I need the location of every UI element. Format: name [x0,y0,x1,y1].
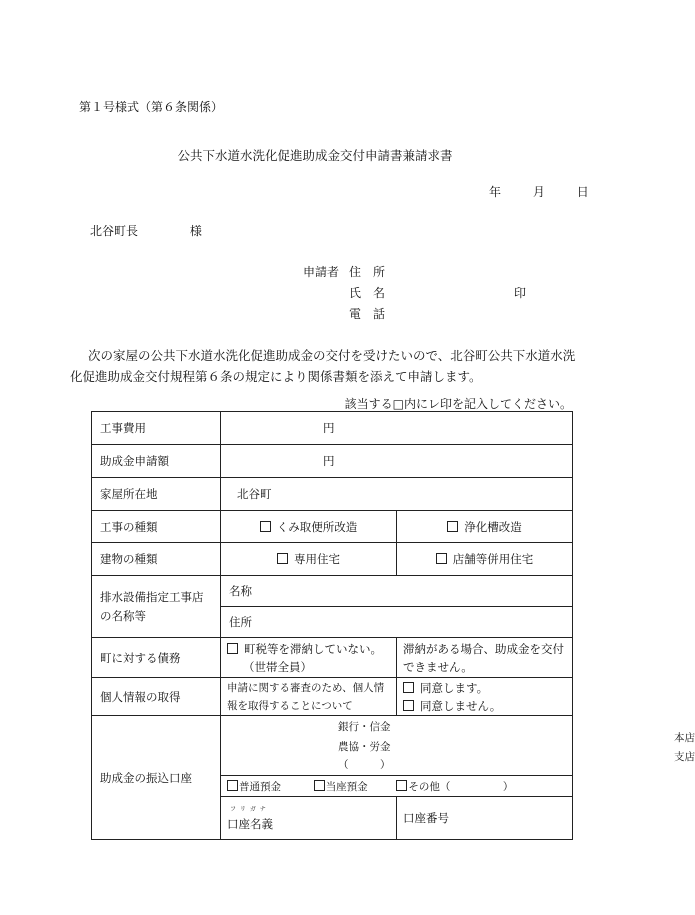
agree-option[interactable] [403,679,564,697]
row-construction-cost [92,412,573,445]
contractor-name-field[interactable] [221,576,573,607]
branch-type2: 支店 [674,750,695,763]
checkbox[interactable] [277,553,288,564]
row-construction-type [92,511,573,543]
personal-info-desc: 申請に関する審査のため、個人情報を取得することについて [221,678,397,716]
option-label: 普通預金 [239,780,281,793]
construction-cost-label: 工事費用 [92,412,221,445]
option-label: くみ取便所改造 [276,519,358,534]
town-debt-option[interactable] [221,638,397,678]
option-label: 町税等を滞納していない。 [244,641,382,656]
personal-info-options [397,678,573,716]
grant-amount-field[interactable] [221,445,573,478]
row-town-debt [92,638,573,678]
addressee-honorific: 様 [189,224,202,238]
account-number-field[interactable] [397,797,573,840]
disagree-option[interactable] [403,697,564,715]
row-contractor-name [92,576,573,607]
checkbox[interactable] [403,682,414,693]
construction-type-option1[interactable] [221,511,397,543]
name-label: 氏 名 [349,286,386,300]
contractor-label: 排水設備指定工事店の名称等 [92,576,221,638]
bank-type1: 銀行・信金 [338,720,391,733]
construction-cost-field[interactable] [221,412,573,445]
contractor-name-label: 名称 [229,584,252,598]
contractor-address-field[interactable] [221,607,573,638]
construction-type-label: 工事の種類 [92,511,221,543]
option-label: 同意します。 [420,680,489,695]
branch-type1: 本店 [674,731,695,744]
checkbox[interactable] [403,700,414,711]
personal-info-label: 個人情報の取得 [92,678,221,716]
option-label: 同意しません。 [420,698,502,713]
phone-label: 電 話 [349,307,386,321]
addressee-name: 北谷町長 [90,224,139,238]
holder-ruby: フ リ ガ ナ [230,806,267,813]
house-location-field[interactable] [221,478,573,511]
row-bank [92,716,573,776]
address-label: 住 所 [349,265,386,279]
instruction-text: 該当する□内にレ印を記入してください。 [344,397,572,411]
account-holder-field[interactable] [221,797,397,840]
date-day: 日 [576,185,589,199]
account-type2[interactable] [314,781,368,793]
date-year: 年 [489,185,502,199]
bank-type2: 農協・労金 [338,740,391,753]
town-debt-label: 町に対する債務 [92,638,221,678]
date-month: 月 [532,185,545,199]
document-title: 公共下水道水洗化促進助成金交付申請書兼請求書 [177,148,453,163]
option-label: 専用住宅 [294,552,340,566]
yen-unit: 円 [323,421,335,435]
account-type1[interactable] [227,781,281,793]
row-building-type [92,543,573,576]
bank-account-label: 助成金の振込口座 [92,716,221,840]
building-type-option2[interactable] [397,543,573,576]
account-number-label: 口座番号 [403,811,449,825]
checkbox[interactable] [314,780,325,791]
contractor-address-label: 住所 [229,615,252,629]
town-debt-note: 滞納がある場合、助成金を交付できません。 [397,638,573,678]
option-label: 浄化槽改造 [464,519,522,534]
option-label: その他（ ） [408,780,514,793]
form-number: 第１号様式（第６条関係） [79,100,224,114]
option-label: 店舗等併用住宅 [452,552,534,566]
option-label: 当座預金 [325,780,368,793]
checkbox[interactable] [260,521,271,532]
grant-amount-label: 助成金申請額 [92,445,221,478]
row-personal-info [92,678,573,716]
construction-type-option2[interactable] [397,511,573,543]
yen-unit: 円 [323,454,335,468]
account-type-field [221,776,573,797]
row-grant-amount [92,445,573,478]
option-note: （世帯全員） [243,659,312,674]
checkbox[interactable] [447,521,458,532]
building-type-label: 建物の種類 [92,543,221,576]
bank-paren: （ ） [338,758,391,771]
building-type-option1[interactable] [221,543,397,576]
addressee [90,222,202,239]
seal-mark: 印 [514,286,527,300]
date-line [489,183,589,200]
house-location-value: 北谷町 [237,487,272,501]
bank-name-field[interactable] [221,716,695,776]
checkbox[interactable] [436,553,447,564]
account-type3[interactable] [396,781,513,793]
checkbox[interactable] [227,780,238,791]
checkbox[interactable] [227,643,238,654]
applicant-label: 申請者 [303,265,340,279]
checkbox[interactable] [396,780,407,791]
body-text: 次の家屋の公共下水道水洗化促進助成金の交付を受けたいので、北谷町公共下水道水洗化促進助成金交付規程第６条の規定により関係書類を添えて申請します。 [70,348,576,384]
holder-label: 口座名義 [227,817,273,831]
row-house-location [92,478,573,511]
applicant-block [303,262,391,325]
application-table [91,411,695,840]
house-location-label: 家屋所在地 [92,478,221,511]
